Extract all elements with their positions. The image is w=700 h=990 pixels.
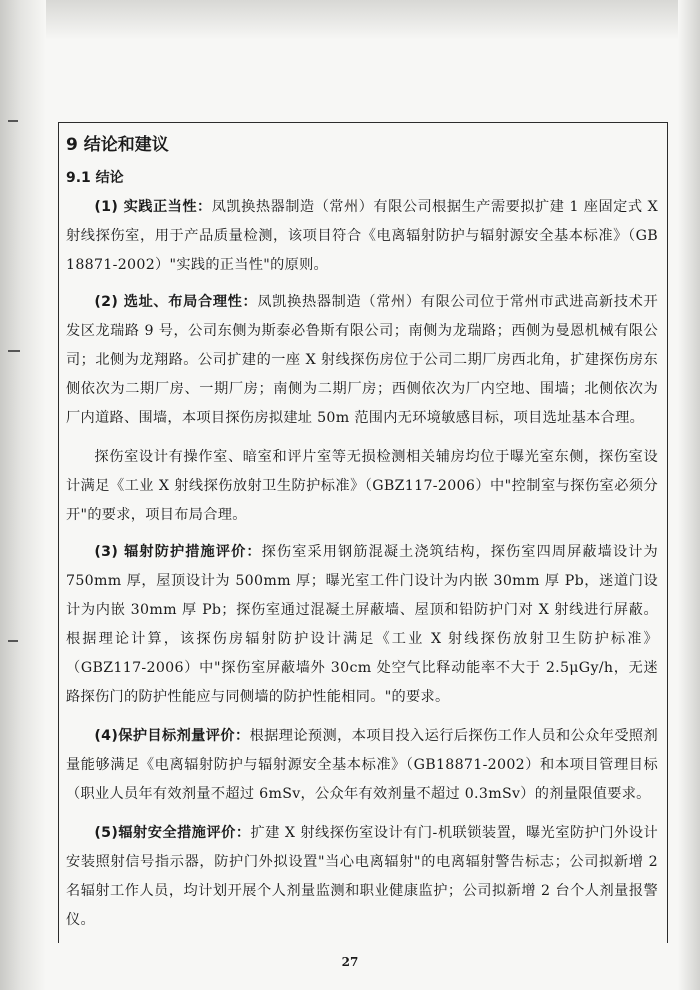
scan-shadow-top (0, 0, 700, 40)
binding-mark (8, 640, 18, 642)
paragraph-dose-evaluation (66, 722, 658, 809)
paragraph-lead: (2) 选址、布局合理性： (94, 294, 258, 310)
paragraph-justification (66, 193, 658, 280)
paragraph-lead: (3) 辐射防护措施评价： (94, 544, 262, 560)
scan-shadow-left (0, 0, 46, 990)
page-number: 27 (341, 955, 359, 969)
scan-shadow-right (678, 0, 700, 990)
paragraph-safety-measures (66, 819, 658, 935)
document-body (66, 128, 658, 943)
paragraph-text: 凤凯换热器制造（常州）有限公司根据生产需要拟扩建 1 座固定式 X 射线探伤室，用于产品质量检测，该项目符合《电离辐射防护与辐射源安全基本标准》（GB 18871-2002）"实践的正当性"的原则。 (66, 199, 658, 273)
paragraph-text: 根据理论预测，本项目投入运行后探伤工作人员和公众年受照剂量能够满足《电离辐射防护与辐射源安全基本标准》（GB18871-2002）和本项目管理目标（职业人员年有效剂量不超过 6mSv，公众年有效剂量不超过 0.3mSv）的剂量限值要求。 (66, 728, 658, 802)
paragraph-lead: (4)保护目标剂量评价： (94, 728, 250, 744)
paragraph-text: 凤凯换热器制造（常州）有限公司位于常州市武进高新技术开发区龙瑞路 9 号，公司东侧为斯泰必鲁斯有限公司；南侧为龙瑞路；西侧为曼恩机械有限公司；北侧为龙翔路。公司扩建的一座 X 射线探伤房位于公司二期厂房西北角，扩建探伤房东侧依次为二期厂房、一期厂房；南侧为二期厂房；西侧依次为厂内空地、围墙；北侧依次为厂内道路、围墙，本项目探伤房拟建址 50m 范围内无环境敏感目标，项目选址基本合理。 (66, 294, 658, 426)
paragraph-lead: (5)辐射安全措施评价： (94, 825, 251, 841)
paragraph-text: 扩建 X 射线探伤室设计有门-机联锁装置，曝光室防护门外设计安装照射信号指示器，防护门外拟设置"当心电离辐射"的电离辐射警告标志；公司拟新增 2 名辐射工作人员，均计划开展个人剂量监测和职业健康监护；公司拟新增 2 台个人剂量报警仪。 (66, 825, 658, 928)
section-heading: 9 结论和建议 (66, 135, 169, 155)
subsection-heading: 9.1 结论 (66, 170, 124, 186)
paragraph-lead: (1) 实践正当性： (94, 199, 212, 215)
paragraph-radiation-protection (66, 538, 658, 712)
paragraph-text: 探伤室采用钢筋混凝土浇筑结构，探伤室四周屏蔽墙设计为 750mm 厚，屋顶设计为 500mm 厚；曝光室工件门设计为内嵌 30mm 厚 Pb，迷道门设计为内嵌 30mm 厚 Pb；探伤室通过混凝土屏蔽墙、屋顶和铅防护门对 X 射线进行屏蔽。根据理论计算，该探伤房辐射防护设计满足《工业 X 射线探伤放射卫生防护标准》（GBZ117-2006）中"探伤室屏蔽墙外 30cm 处空气比释动能率不大于 2.5μGy/h，无迷路探伤门的防护性能应与同侧墙的防护性能相同。"的要求。 (66, 544, 658, 705)
binding-mark (8, 120, 18, 122)
paragraph-text: 探伤室设计有操作室、暗室和评片室等无损检测相关辅房均位于曝光室东侧，探伤室设计满足《工业 X 射线探伤放射卫生防护标准》（GBZ117-2006）中"控制室与探伤室必须分开"的要求，项目布局合理。 (66, 449, 658, 523)
paragraph-site-layout (66, 288, 658, 433)
binding-mark (8, 350, 20, 352)
paragraph-layout-detail (66, 443, 658, 530)
